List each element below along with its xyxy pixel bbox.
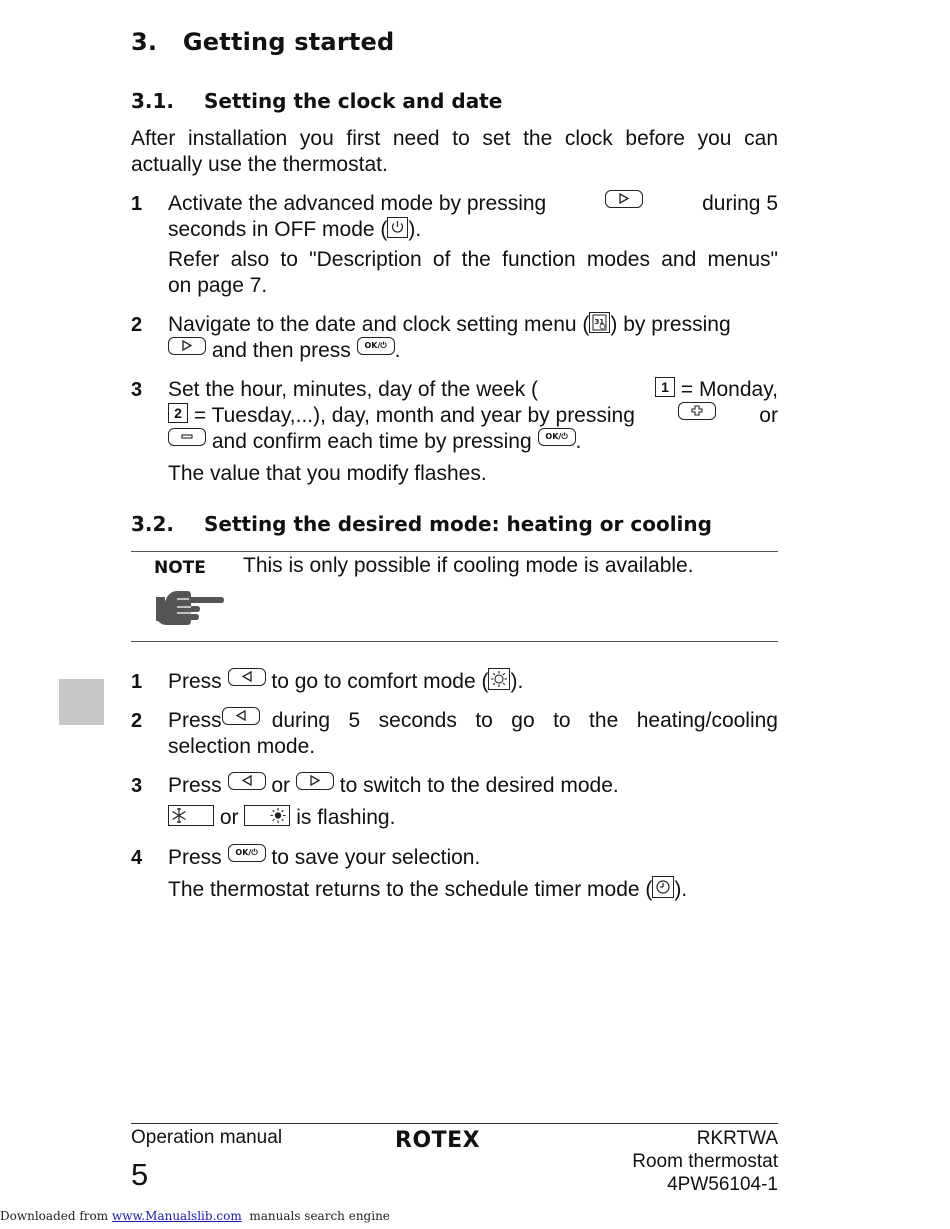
page-number: 5 [131, 1157, 149, 1192]
heating-sun-icon [244, 805, 290, 826]
note-hand-icon [155, 589, 225, 632]
footer-code: 4PW56104-1 [667, 1174, 778, 1195]
step-text: during 5 seconds to go to the heating/cooling [271, 709, 778, 732]
plus-key-icon [678, 402, 716, 420]
step-text: Set the hour, minutes, day of the week ( [168, 378, 539, 401]
step-text: to go to comfort mode ( [271, 670, 489, 693]
step-text: to switch to the desired mode. [339, 774, 619, 797]
mode-step-1-text [168, 669, 778, 695]
step-text: = Tuesday,...), day, month and year by pressing [193, 404, 635, 427]
step-text: The thermostat returns to the schedule timer mode ( [168, 878, 653, 901]
download-prefix: Downloaded from [0, 1209, 109, 1223]
step-text: Press [168, 709, 222, 732]
intro-paragraph [131, 126, 778, 178]
ok-key-icon: OK/⏻ [228, 844, 266, 862]
step-text: selection mode. [168, 735, 316, 758]
subsection-number: 3.1. [131, 89, 175, 113]
play-right-key-icon [168, 337, 206, 355]
step-text: and confirm each time by pressing [211, 430, 532, 453]
power-icon [387, 217, 408, 238]
step-text: Press [168, 846, 222, 869]
step-text: Activate the advanced mode by pressing [168, 192, 547, 215]
subsection-3-2-title [131, 512, 712, 536]
step-number: 2 [131, 710, 143, 732]
step-text: Press [168, 774, 222, 797]
brand-logo: ROTEX [395, 1128, 481, 1153]
step-text: and then press [211, 339, 351, 362]
step-text: to save your selection. [271, 846, 481, 869]
subsection-number: 3.2. [131, 512, 175, 536]
step-text: seconds in OFF mode ( [168, 218, 388, 241]
step-number: 3 [131, 379, 143, 401]
step-number: 2 [131, 314, 143, 336]
section-title [131, 28, 394, 56]
ok-key-icon: OK/⏻ [357, 337, 395, 355]
step-1-text [168, 191, 778, 299]
download-line [0, 1209, 390, 1223]
step-number: 4 [131, 847, 143, 869]
step-text: ) by pressing [610, 313, 731, 336]
day-box-2: 2 [168, 403, 188, 423]
manualslib-link[interactable]: www.Manualslib.com [111, 1209, 242, 1223]
mode-step-2-text [168, 708, 778, 760]
minus-key-icon [168, 428, 206, 446]
note-bottom-rule [131, 641, 778, 642]
section-title-text: Getting started [182, 28, 395, 56]
day-box-1: 1 [655, 377, 675, 397]
footer-doc-type: Operation manual [131, 1127, 283, 1148]
step-text: Press [168, 670, 222, 693]
step-text: or [271, 774, 291, 797]
step-2-text [168, 312, 778, 364]
clock-icon [652, 876, 674, 898]
step-text: or [759, 404, 778, 427]
step-text: ). [510, 670, 524, 693]
play-left-key-icon [228, 772, 266, 790]
note-top-rule [131, 551, 778, 552]
step-text: = Monday, [680, 378, 778, 401]
step-text: ). [408, 218, 422, 241]
footer-model: RKRTWA [696, 1128, 778, 1149]
subsection-3-1-title [131, 89, 502, 113]
play-right-key-icon [296, 772, 334, 790]
mode-step-3-text [168, 773, 778, 831]
intro-line: actually use the thermostat. [131, 153, 388, 176]
step-number: 1 [131, 671, 143, 693]
step-text: is flashing. [296, 806, 396, 829]
step-3-text [168, 377, 778, 487]
step-text: . [394, 339, 401, 362]
download-suffix: manuals search engine [249, 1209, 390, 1223]
calendar-icon [589, 312, 610, 333]
svg-text:31: 31 [594, 317, 605, 326]
note-label: NOTE [154, 558, 206, 578]
play-left-key-icon [228, 668, 266, 686]
step-text: on page 7. [168, 274, 268, 297]
play-left-key-icon [222, 707, 260, 725]
subsection-title-text: Setting the clock and date [204, 89, 503, 113]
step-number: 1 [131, 193, 143, 215]
step-text: ). [674, 878, 688, 901]
intro-line: After installation you first need to set the clock before you can [131, 127, 778, 150]
step-number: 3 [131, 775, 143, 797]
step-text: . [575, 430, 582, 453]
sun-icon [488, 668, 510, 690]
note-text: This is only possible if cooling mode is available. [243, 554, 694, 577]
footer-product: Room thermostat [632, 1151, 778, 1172]
footer-product-block [560, 1127, 778, 1196]
step-text: during 5 [702, 192, 778, 215]
ok-key-icon: OK/⏻ [538, 428, 576, 446]
step-text: The value that you modify flashes. [168, 462, 487, 485]
snowflake-icon [168, 805, 214, 826]
chapter-side-tab [59, 679, 104, 725]
step-text: Navigate to the date and clock setting menu ( [168, 313, 590, 336]
step-text: or [219, 806, 239, 829]
mode-step-4-text [168, 845, 778, 903]
step-text: Refer also to "Description of the function modes and menus" [168, 248, 778, 271]
footer-rule [131, 1123, 778, 1124]
play-right-key-icon [605, 190, 643, 208]
subsection-title-text: Setting the desired mode: heating or cooling [204, 512, 712, 536]
section-number: 3. [131, 28, 158, 56]
